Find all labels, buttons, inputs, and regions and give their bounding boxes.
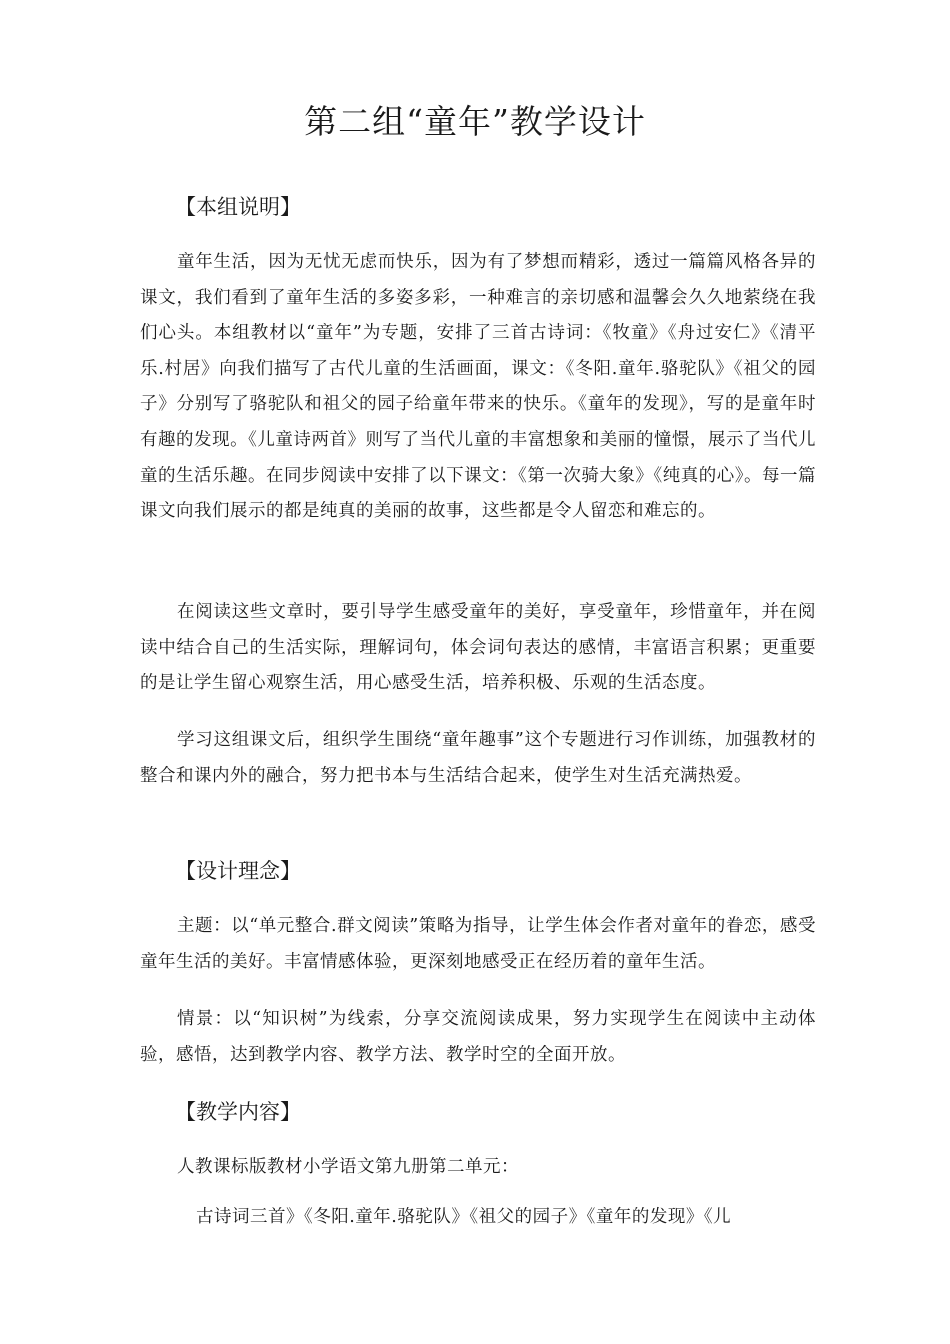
concept-paragraph-2: 情景：以“知识树”为线索，分享交流阅读成果，努力实现学生在阅读中主动体验，感悟，达到教学内容、教学方法、教学时空的全面开放。 (140, 1009, 816, 1065)
content-line-1: 人教课标版教材小学语文第九册第二单元： (177, 1157, 519, 1177)
overview-paragraph-3: 学习这组课文后，组织学生围绕“童年趣事”这个专题进行习作训练，加强教材的整合和课内外的融合，努力把书本与生活结合起来，使学生对生活充满热爱。 (140, 730, 816, 786)
overview-paragraph-1: 童年生活，因为无忧无虑而快乐，因为有了梦想而精彩，透过一篇篇风格各异的课文，我们看到了童年生活的多姿多彩，一种难言的亲切感和温馨会久久地萦绕在我们心头。本组教材以“童年”为专题，安排了三首古诗词：《牧童》《舟过安仁》《清平乐.村居》向我们描写了古代儿童的生活画面，课文：《冬阳.童年.骆驼队》《祖父的园子》分别写了骆驼队和祖父的园子给童年带来的快乐。《童年的发现》，写的是童年时有趣的发现。《儿童诗两首》则写了当代儿童的丰富想象和美丽的憧憬，展示了当代儿童的生活乐趣。在同步阅读中安排了以下课文：《第一次骑大象》《纯真的心》。每一篇课文向我们展示的都是纯真的美丽的故事，这些都是令人留恋和难忘的。 (140, 252, 816, 522)
section-heading-overview: 【本组说明】 (175, 195, 301, 219)
section-heading-content: 【教学内容】 (175, 1100, 301, 1124)
overview-paragraph-2: 在阅读这些文章时，要引导学生感受童年的美好，享受童年，珍惜童年，并在阅读中结合自己的生活实际，理解词句，体会词句表达的感情，丰富语言积累；更重要的是让学生留心观察生活，用心感受生活，培养积极、乐观的生活态度。 (140, 602, 816, 694)
section-heading-concept: 【设计理念】 (175, 859, 301, 883)
document-title: 第二组“童年”教学设计 (304, 102, 646, 141)
concept-paragraph-1: 主题：以“单元整合.群文阅读”策略为指导，让学生体会作者对童年的眷恋，感受童年生活的美好。丰富情感体验，更深刻地感受正在经历着的童年生活。 (140, 916, 816, 972)
content-line-2: 古诗词三首》《冬阳.童年.骆驼队》《祖父的园子》《童年的发现》《儿 (196, 1207, 732, 1227)
